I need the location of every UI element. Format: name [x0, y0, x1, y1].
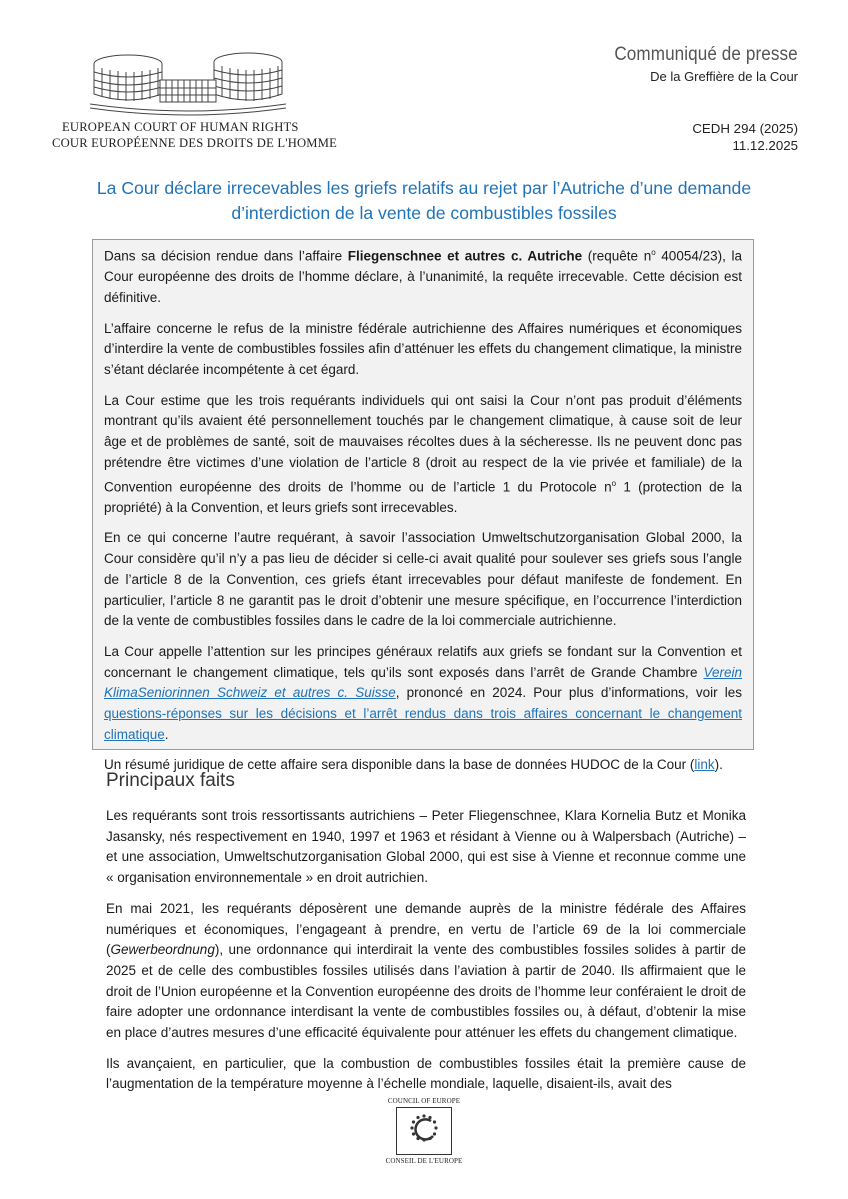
release-date: 11.12.2025 [732, 138, 798, 153]
law-name: Gewerbeordnung [110, 942, 215, 958]
coe-name-fr: CONSEIL DE L'EUROPE [385, 1157, 463, 1165]
text: La Cour estime que les trois requérants individuels qui ont saisi la Cour n’ont pas produit d’éléments montrant qu’ils avaient été personnellement touchés par le changement climatique, à cause soit de leur âge et de problèmes de santé, soit de mauvaises récoltes dues à la sécheresse. Ils ne peuvent donc pas prétendre être victimes d’une violation de l’article 8 (droit au respect de la vie privée et familiale) de la Convention européenne des droits de l’homme ou de l’article 1 du Protocole n [104, 392, 742, 495]
summary-paragraph [104, 243, 742, 309]
text: . [164, 726, 169, 742]
court-name-en: EUROPEAN COURT OF HUMAN RIGHTS [62, 120, 299, 134]
press-release-subtitle: De la Greffière de la Cour [650, 69, 798, 84]
summary-paragraph: L’affaire concerne le refus de la ministre fédérale autrichienne des Affaires numériques et économiques d’interdire la vente de combustibles fossiles afin d’atténuer les effets du changement climatique, la ministre s’étant déclarée incompétente à cet égard. [104, 320, 742, 378]
council-of-europe-logo [378, 1097, 470, 1165]
summary-box [92, 239, 754, 773]
text: En mai 2021, les requérants déposèrent une demande auprès de la ministre fédérale des Affaires numériques et économiques, l’engageant à prendre, en vertu de l’article 69 de la loi commerciale ( [106, 900, 746, 958]
section-title-facts: Principaux faits [106, 770, 235, 791]
case-name: Fliegenschnee et autres c. Autriche [347, 248, 583, 264]
coe-name-en: COUNCIL OF EUROPE [387, 1097, 461, 1105]
superscript: o [611, 478, 617, 488]
court-name-fr: COUR EUROPÉENNE DES DROITS DE L'HOMME [52, 136, 337, 150]
summary-paragraph [104, 642, 742, 746]
text: Dans sa décision rendue dans l’affaire [104, 248, 348, 264]
text: ), une ordonnance qui interdirait la vente des combustibles fossiles solides à partir de 2025 et de celle des combustibles fossiles utilisés dans l’aviation à partir de 2040. Ils affirmaient que le droit de l’Union européenne et la Convention européenne des droits de l’homme leur conféraient le droit de faire adopter une ordonnance interdisant la vente de combustibles fossiles ou, à défaut, d’obtenir la mise en place d’autres mesures d’une efficacité équivalente pour atténuer les effets du changement climatique. [106, 942, 746, 1041]
hudoc-link[interactable]: link [694, 757, 715, 773]
text: 40054/23), la Cour européenne des droits de l’homme déclare, à l’unanimité, la requête irrecevable. Cette décision est définitive. [104, 248, 742, 305]
text: (requête n [582, 248, 652, 264]
headline: La Cour déclare irrecevables les griefs relatifs au rejet par l’Autriche d’une demande d’interdiction de la vente de combustibles fossiles [96, 178, 752, 223]
text: Un résumé juridique de cette affaire sera disponible dans la base de données HUDOC de la Cour ( [104, 757, 695, 773]
court-logo [52, 50, 342, 151]
text: ). [714, 757, 723, 773]
coe-emblem-icon [396, 1107, 452, 1155]
summary-paragraph [104, 391, 742, 519]
text: La Cour appelle l’attention sur les principes généraux relatifs aux griefs se fondant sur la Convention et concernant le changement climatique, tels qu’ils sont exposés dans l’arrêt de Grande Chambre [104, 643, 742, 680]
text: , prononcé en 2024. Pour plus d’informations, voir les [395, 685, 743, 701]
court-building-icon [90, 50, 286, 116]
summary-paragraph: En ce qui concerne l’autre requérant, à savoir l’association Umweltschutzorganisation Global 2000, la Cour considère qu’il n’y a pas lieu de décider si celle-ci avait qualité pour soulever ses griefs sous l’angle de l’article 8 de la Convention, ces griefs étant irrecevables pour défaut manifeste de fondement. En particulier, l’article 8 ne garantit pas le droit d’obtenir une mesure spécifique, en l’occurrence l’interdiction de la vente de combustibles fossiles dans le cadre de la loi commerciale autrichienne. [104, 530, 742, 629]
superscript: o [651, 248, 656, 257]
facts-paragraph: Ils avançaient, en particulier, que la combustion de combustibles fossiles était la première cause de l’augmentation de la température moyenne à l’échelle mondiale, laquelle, disaient-ils, avait des [106, 1055, 746, 1092]
press-release-title: Communiqué de presse [614, 44, 798, 65]
facts-body [106, 806, 746, 1105]
text: 1 (protection de la propriété) à la Convention, et leurs griefs sont irrecevables. [104, 479, 742, 515]
facts-paragraph [106, 899, 746, 1044]
reference-block [692, 120, 798, 154]
reference-number: CEDH 294 (2025) [692, 121, 798, 136]
facts-paragraph: Les requérants sont trois ressortissants autrichiens – Peter Fliegenschnee, Klara Kornelia Butz et Monika Jasansky, nés respectivement en 1940, 1997 et 1963 et résidant à Vienne ou à Walpersbach (Autriche) – et une association, Umweltschutzorganisation Global 2000, qui est sise à Vienne et reconnue comme une « organisation environnementale » en droit autrichien. [106, 808, 746, 886]
press-release-header [594, 44, 798, 84]
qa-climate-link[interactable]: questions-réponses sur les décisions et l’arrêt rendus dans trois affaires concernant le changement climatique [104, 706, 742, 742]
link-text: Verein KlimaSeniorinnen Schweiz et autres c. Suisse [104, 664, 742, 701]
